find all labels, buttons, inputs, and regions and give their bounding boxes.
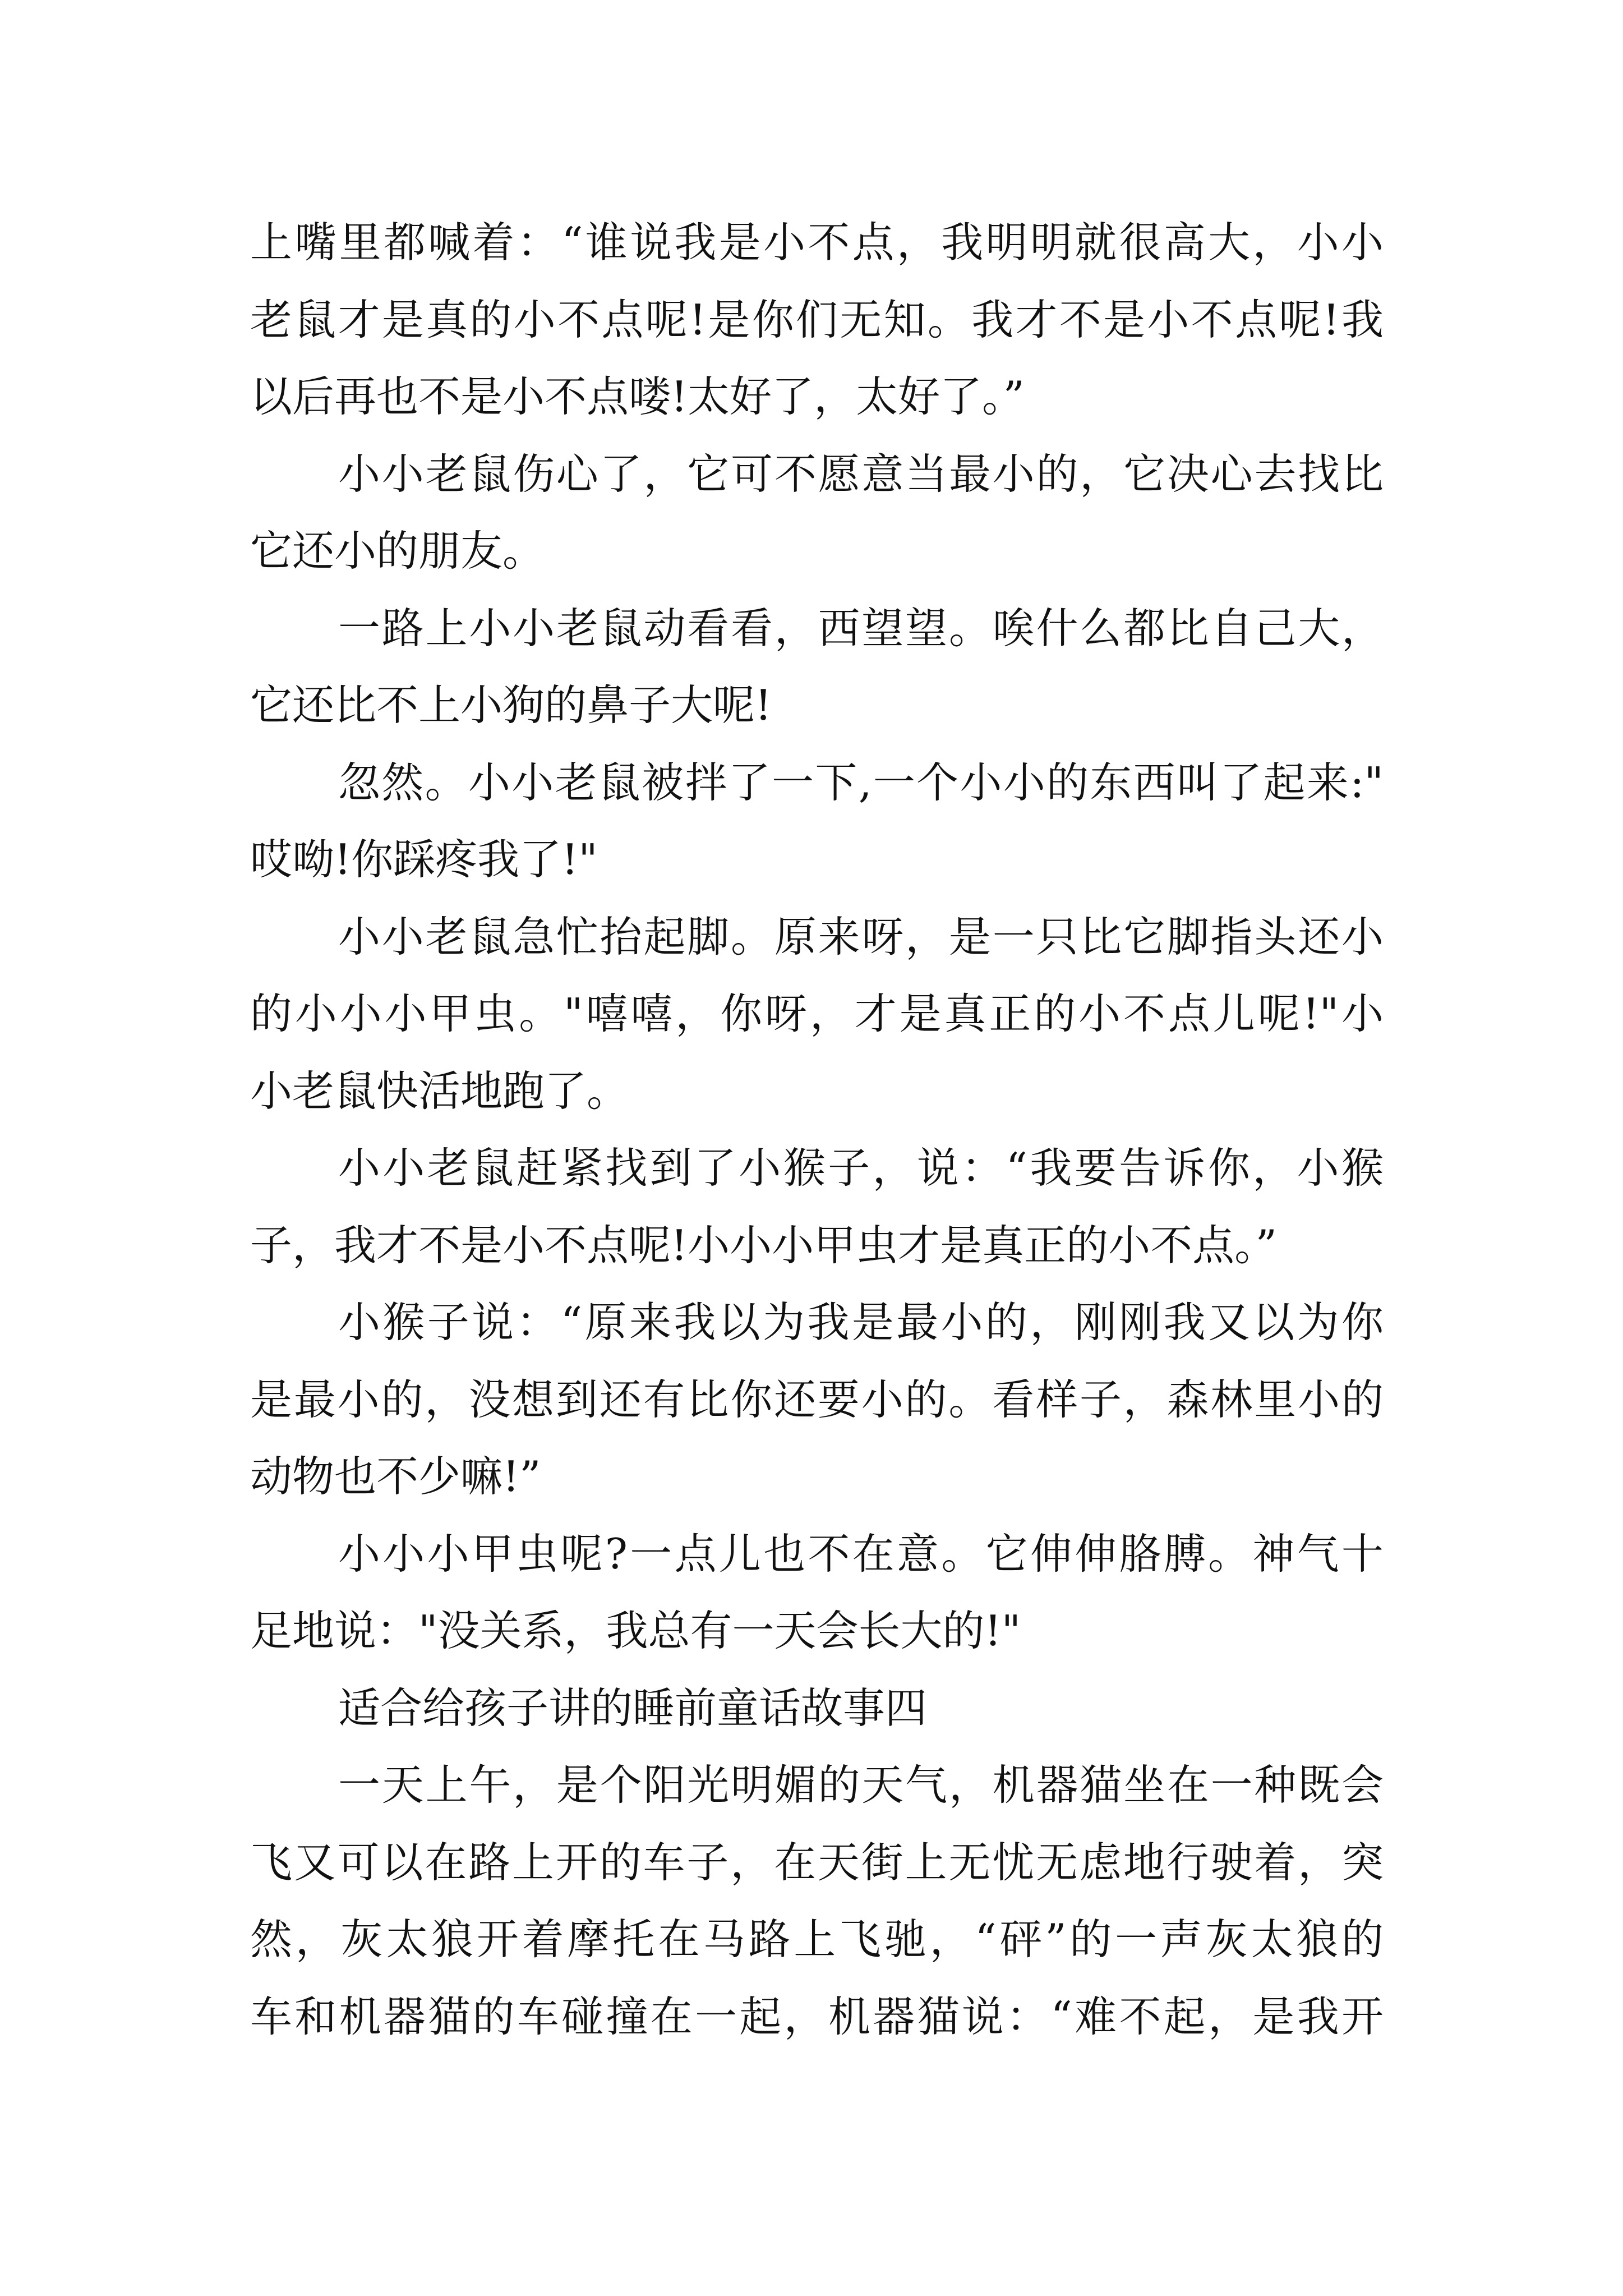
text-line: 哎呦!你踩疼我了!" <box>250 835 598 884</box>
text-line: 然，灰太狼开着摩托在马路上飞驰，“砰”的一声灰太狼的 <box>250 1915 1384 1964</box>
section-heading-text: 适合给孩子讲的睡前童话故事四 <box>338 1683 928 1733</box>
paragraph <box>250 1284 1384 1516</box>
text-line: 一路上小小老鼠动看看，西望望。唉什么都比自己大， <box>338 603 1384 653</box>
paragraph <box>250 899 1384 1130</box>
paragraph <box>250 1130 1384 1284</box>
text-line: 的小小小甲虫。"嘻嘻，你呀，才是真正的小不点儿呢!"小 <box>250 989 1384 1038</box>
text-line: 一天上午，是个阳光明媚的天气，机器猫坐在一种既会 <box>338 1760 1384 1810</box>
text-line: 小猴子说：“原来我以为我是最小的，刚刚我又以为你 <box>338 1297 1384 1347</box>
text-line: 小小老鼠急忙抬起脚。原来呀，是一只比它脚指头还小 <box>338 912 1384 961</box>
paragraph <box>250 1516 1384 1670</box>
text-line: 它还小的朋友。 <box>250 526 545 576</box>
paragraph <box>250 744 1384 899</box>
paragraph <box>250 590 1384 744</box>
text-line: 它还比不上小狗的鼻子大呢! <box>250 680 772 730</box>
text-line: 小小老鼠伤心了，它可不愿意当最小的，它决心去找比 <box>338 449 1384 499</box>
text-line: 老鼠才是真的小不点呢!是你们无知。我才不是小不点呢!我 <box>250 295 1384 344</box>
text-line: 车和机器猫的车碰撞在一起，机器猫说：“难不起，是我开 <box>250 1991 1384 2041</box>
text-line: 小小小甲虫呢?一点儿也不在意。它伸伸胳膊。神气十 <box>338 1529 1384 1579</box>
text-line: 足地说："没关系，我总有一天会长大的!" <box>250 1606 1021 1655</box>
paragraph <box>250 204 1384 436</box>
text-line: 忽然。小小老鼠被拌了一下,一个小小的东西叫了起来:" <box>338 757 1384 807</box>
text-line: 子，我才不是小不点呢!小小小甲虫才是真正的小不点。” <box>250 1220 1277 1270</box>
body-text <box>250 204 1384 2055</box>
text-line: 上嘴里都喊着：“谁说我是小不点，我明明就很高大，小小 <box>250 218 1384 267</box>
paragraph <box>250 436 1384 590</box>
text-line: 小小老鼠赶紧找到了小猴子，说：“我要告诉你，小猴 <box>338 1143 1384 1193</box>
text-line: 动物也不少嘛!” <box>250 1452 541 1501</box>
text-line: 以后再也不是小不点喽!太好了，太好了。” <box>250 372 1025 421</box>
text-line: 飞又可以在路上开的车子，在天街上无忧无虑地行驶着，突 <box>250 1837 1384 1887</box>
text-line: 是最小的，没想到还有比你还要小的。看样子，森林里小的 <box>250 1374 1384 1424</box>
text-line: 小老鼠快活地跑了。 <box>250 1066 629 1116</box>
paragraph <box>250 1747 1384 2055</box>
section-heading <box>250 1670 1384 1747</box>
